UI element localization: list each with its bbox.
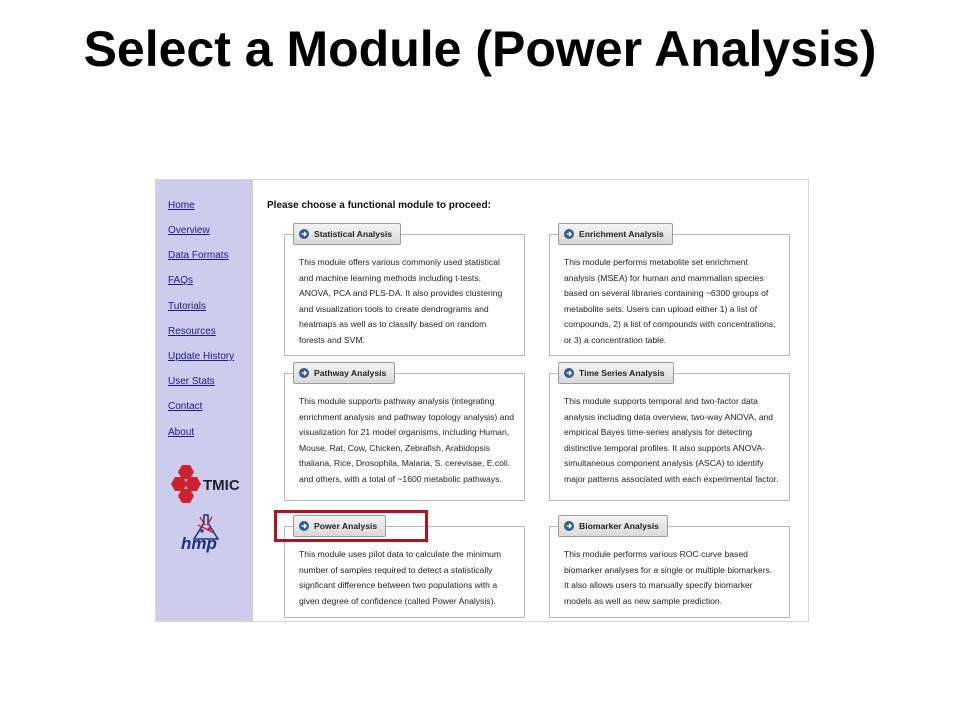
module-button-label: Pathway Analysis (314, 368, 387, 378)
sidebar-item-user-stats[interactable]: User Stats (168, 376, 215, 387)
hmp-logo-text: hmp (181, 534, 217, 553)
sidebar-item-tutorials[interactable]: Tutorials (168, 301, 206, 312)
module-card-statistical (284, 234, 525, 356)
metaboanalyst-screenshot (155, 179, 809, 622)
tmic-logo[interactable] (170, 464, 244, 504)
module-button-label: Power Analysis (314, 521, 378, 531)
page-heading: Please choose a functional module to proceed: (267, 200, 491, 211)
sidebar-item-overview[interactable]: Overview (168, 225, 210, 236)
module-button-label: Enrichment Analysis (579, 229, 664, 239)
enrichment-analysis-button[interactable] (558, 223, 673, 245)
main-content (253, 180, 808, 621)
module-description: This module uses pilot data to calculate the minimum number of samples required to detect a statistically signficant difference between two populations with a given degree of confidence (called Power Analysis). (299, 549, 502, 606)
module-card-time-series (549, 373, 790, 501)
statistical-analysis-button[interactable] (293, 223, 401, 245)
slide-title: Select a Module (Power Analysis) (83, 21, 877, 77)
module-card-pathway (284, 373, 525, 501)
hmp-logo[interactable] (178, 511, 236, 555)
sidebar-item-data-formats[interactable]: Data Formats (168, 250, 229, 261)
module-card-biomarker (549, 526, 790, 618)
module-button-label: Statistical Analysis (314, 229, 393, 239)
hmp-flask-icon (178, 511, 236, 555)
biomarker-analysis-button[interactable] (558, 515, 668, 537)
sidebar-item-about[interactable]: About (168, 427, 195, 438)
tmic-hexagons-icon (170, 464, 244, 504)
module-card-enrichment (549, 234, 790, 356)
sidebar-item-home[interactable]: Home (168, 200, 195, 211)
arrow-right-icon (564, 229, 574, 239)
sidebar-item-resources[interactable]: Resources (168, 326, 216, 337)
arrow-right-icon (564, 521, 574, 531)
arrow-right-icon (564, 368, 574, 378)
module-description: This module performs various ROC curve based biomarker analyses for a single or multiple biomarkers. It also allows users to manually specify biomarker models as well as new sample prediction. (564, 549, 773, 606)
sidebar (156, 180, 253, 621)
time-series-analysis-button[interactable] (558, 362, 674, 384)
arrow-right-icon (299, 229, 309, 239)
module-description: This module performs metabolite set enrichment analysis (MSEA) for human and mammalian species based on several libraries containing ~6300 groups of metabolite sets. Users can upload either 1) a list of compounds, 2) a list of compounds with concentrations, or 3) a concentration table. (564, 257, 776, 345)
arrow-right-icon (299, 368, 309, 378)
module-description: This module supports pathway analysis (integrating enrichment analysis and pathway topology analysis) and visualization for 21 model organisms, including Human, Mouse, Rat, Cow, Chicken, Zebrafish, Arabidopsis thaliana, Rice, Drosophila, Malaria, S. cerevisae, E.coli. and others, with a total of ~1600 metabolic pathways. (299, 396, 514, 484)
module-description: This module supports temporal and two-factor data analysis including data overview, two-way ANOVA, and empirical Bayes time-series analysis for detecting distinctive temporal profiles. It also supports ANOVA-simultaneous component analysis (ASCA) to identify major patterns associated with each experimental factor. (564, 396, 779, 484)
sidebar-item-contact[interactable]: Contact (168, 401, 203, 412)
sidebar-item-faqs[interactable]: FAQs (168, 275, 194, 286)
pathway-analysis-button[interactable] (293, 362, 395, 384)
module-button-label: Biomarker Analysis (579, 521, 659, 531)
power-analysis-highlight (274, 510, 428, 542)
sidebar-item-update-history[interactable]: Update History (168, 351, 235, 362)
module-button-label: Time Series Analysis (579, 368, 665, 378)
tmic-logo-text: TMIC (203, 477, 240, 494)
module-description: This module offers various commonly used statistical and machine learning methods including t-tests, ANOVA, PCA and PLS-DA. It also provides clustering and visualization tools to create dendrograms and heatmaps as well as to classify based on random forests and SVM. (299, 257, 503, 345)
